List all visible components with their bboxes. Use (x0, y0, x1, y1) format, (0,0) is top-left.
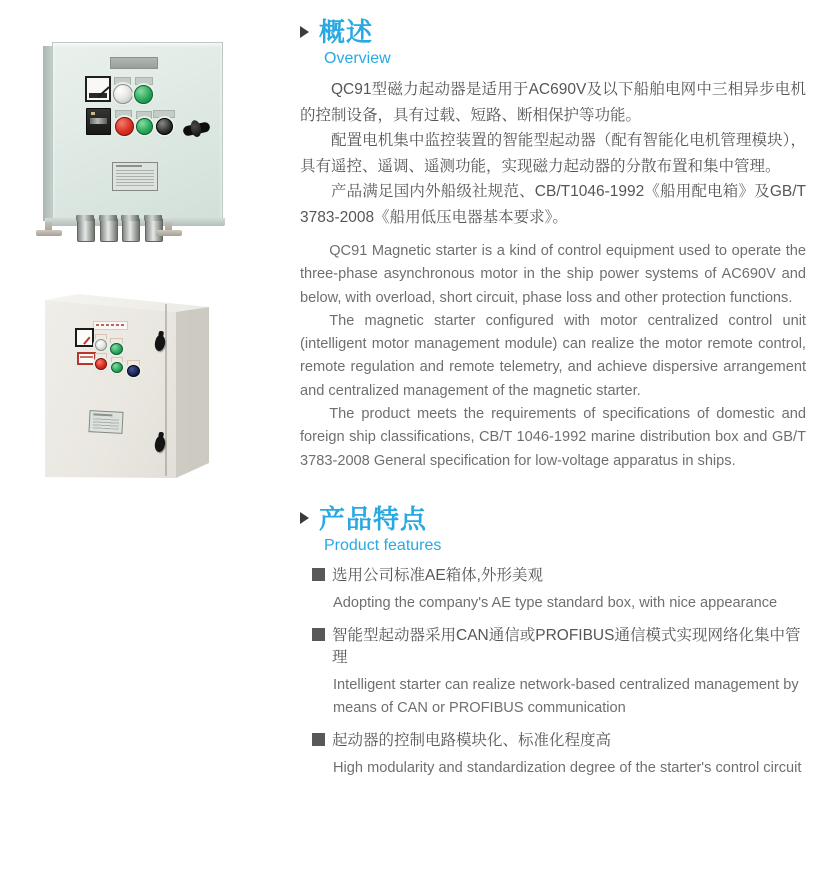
section-marker-icon (300, 26, 309, 38)
cabinet-perspective-photo (45, 288, 215, 484)
feature-item (312, 565, 806, 587)
paragraph: QC91型磁力起动器是适用于AC690V及以下船舶电网中三相异步电机的控制设备，具有过载、短路、断相保护等功能。 (300, 81, 806, 124)
section-product-features (300, 499, 806, 780)
white-pushbutton (95, 339, 107, 351)
paragraph: 配置电机集中监控装置的智能型起动器（配有智能化电机管理模块），具有遥控、遥调、遥测功能，实现磁力起动器的分散布置和集中管理。 (300, 132, 806, 175)
bullet-square-icon (312, 733, 325, 746)
feature-text-en: Intelligent starter can realize network-based centralized management by means of CAN or PROFIBUS communication (333, 676, 799, 716)
overview-english-text (300, 240, 806, 473)
cable-gland (100, 218, 118, 242)
ammeter-needle (83, 337, 90, 345)
feature-item (312, 730, 806, 752)
features-title-en: Product features (324, 536, 442, 554)
blue-pushbutton (127, 365, 140, 377)
mounting-foot (36, 222, 62, 239)
cabinet-top-label-plate (110, 57, 158, 69)
features-title-zh: 产品特点 (319, 503, 428, 534)
paragraph: 产品满足国内外船级社规范、CB/T1046-1992《船用配电箱》及GB/T 3783-2008《船用低压电器基本要求》。 (300, 183, 806, 226)
overview-title-en: Overview (324, 50, 391, 67)
circuit-breaker (86, 108, 111, 135)
cable-gland (122, 218, 140, 242)
section-overview (300, 12, 806, 473)
paragraph: The magnetic starter configured with motor centralized control unit (intelligent motor management module) can realize the motor remote control, remote regulation and remote telemetry, and achieve dispersive arrangement and centralized management of the magnetic starter. (300, 312, 806, 399)
cabinet-front-photo (43, 42, 233, 250)
overview-title-zh: 概述 (319, 17, 374, 47)
green-pushbutton (110, 343, 123, 355)
content-column (300, 12, 806, 787)
feature-text-zh: 起动器的控制电路模块化、标准化程度高 (332, 731, 612, 749)
red-pushbutton (115, 117, 134, 136)
bullet-square-icon (312, 568, 325, 581)
ammeter-gauge (75, 328, 94, 347)
door-seam (165, 304, 167, 476)
mounting-foot (156, 222, 182, 239)
ammeter-gauge (85, 76, 111, 102)
section-header (300, 499, 806, 536)
green-pushbutton (111, 362, 123, 373)
button-label-plate (135, 77, 153, 85)
section-header (300, 12, 806, 49)
white-pushbutton (113, 84, 133, 104)
overview-chinese-text (300, 77, 806, 230)
feature-text-zh: 选用公司标准AE箱体,外形美观 (332, 566, 543, 584)
button-label-plate (153, 110, 175, 118)
indicator-label (77, 352, 96, 365)
black-pushbutton (156, 118, 173, 135)
feature-text-zh: 智能型起动器采用CAN通信或PROFIBUS通信模式实现网络化集中管理 (332, 626, 801, 666)
nameplate (112, 162, 158, 191)
section-marker-icon (300, 512, 309, 524)
green-pushbutton (136, 118, 153, 135)
feature-item (312, 625, 806, 669)
product-photos-column (0, 0, 290, 869)
cabinet-top-label-plate (93, 321, 128, 330)
red-pushbutton (95, 358, 107, 370)
cable-gland (77, 218, 95, 242)
green-pushbutton (134, 85, 153, 104)
paragraph: The product meets the requirements of specifications of domestic and foreign ship classifications, CB/T 1046-1992 marine distribution box and GB/T 3783-2008 General specification for low-voltage apparatus in ships. (300, 406, 806, 469)
feature-text-en: Adopting the company's AE type standard box, with nice appearance (333, 594, 778, 611)
feature-text-en: High modularity and standardization degree of the starter's control circuit (333, 759, 802, 776)
bullet-square-icon (312, 628, 325, 641)
paragraph: QC91 Magnetic starter is a kind of control equipment used to operate the three-phase asynchronous motor in the ship power systems of AC690V and below, with overload, short circuit, phase loss and other protection functions. (300, 243, 806, 306)
nameplate (88, 410, 123, 434)
